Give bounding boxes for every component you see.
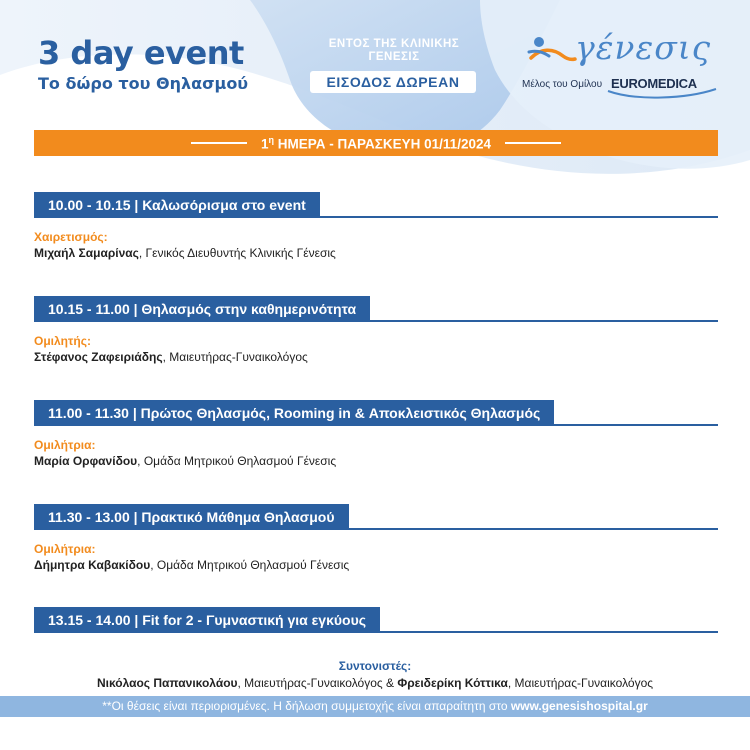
inside-clinic-line1: ΕΝΤΟΣ ΤΗΣ ΚΛΙΝΙΚΗΣ bbox=[328, 38, 460, 50]
coordinator-desc-2: , Μαιευτήρας-Γυναικολόγος bbox=[507, 676, 654, 690]
speaker-name: Μαρία Ορφανίδου bbox=[34, 454, 138, 468]
session-speaker bbox=[34, 558, 718, 572]
session-bar bbox=[34, 504, 718, 530]
day-banner-text bbox=[261, 135, 491, 152]
coordinators-title: Συντονιστές: bbox=[338, 659, 412, 673]
session-speaker bbox=[34, 454, 718, 468]
day-title: ΗΜΕΡΑ - ΠΑΡΑΣΚΕΥΗ 01/11/2024 bbox=[277, 136, 491, 152]
euromedica-logo-text: EUROMEDICA bbox=[611, 76, 697, 91]
speaker-name: Δήμητρα Καβακίδου bbox=[34, 558, 151, 572]
speaker-desc: , Μαιευτήρας-Γυναικολόγος bbox=[162, 350, 308, 364]
free-entry-badge: ΕΙΣΟΔΟΣ ΔΩΡΕΑΝ bbox=[310, 71, 476, 93]
session-title: 10.00 - 10.15 | Καλωσόρισμα στο event bbox=[34, 192, 320, 218]
website-link[interactable]: www.genesishospital.gr bbox=[510, 699, 648, 713]
day-ordinal: η bbox=[268, 134, 275, 145]
session-title: 11.00 - 11.30 | Πρώτος Θηλασμός, Rooming in & Αποκλειστικός Θηλασμός bbox=[34, 400, 554, 426]
coordinator-name-2: Φρειδερίκη Κόττικα bbox=[397, 676, 508, 690]
session-title: 10.15 - 11.00 | Θηλασμός στην καθημερινότητα bbox=[34, 296, 370, 322]
session-bar bbox=[34, 296, 718, 322]
genesis-logo-text: γένεσις bbox=[575, 28, 712, 67]
session-block bbox=[34, 504, 718, 572]
session-bar bbox=[34, 607, 718, 633]
banner-line-right bbox=[505, 142, 561, 144]
event-subtitle: Το δώρο του Θηλασμού bbox=[38, 74, 249, 93]
speaker-desc: , Ομάδα Μητρικού Θηλασμού Γένεσις bbox=[150, 558, 350, 572]
day-number: 1 bbox=[261, 136, 269, 152]
session-role: Ομιλήτρια: bbox=[34, 438, 96, 452]
session-role: Χαιρετισμός: bbox=[34, 230, 108, 244]
session-speaker bbox=[34, 246, 718, 260]
banner-line-left bbox=[191, 142, 247, 144]
session-block bbox=[34, 607, 718, 633]
speaker-name: Μιχαήλ Σαμαρίνας bbox=[34, 246, 139, 260]
session-title: 13.15 - 14.00 | Fit for 2 - Γυμναστική για εγκύους bbox=[34, 607, 380, 633]
speaker-name: Στέφανος Ζαφειριάδης bbox=[34, 350, 163, 364]
session-role: Ομιλητής: bbox=[34, 334, 91, 348]
session-speaker bbox=[34, 350, 718, 364]
footer-text: **Οι θέσεις είναι περιορισμένες. Η δήλωση συμμετοχής είναι απαραίτητη στο bbox=[102, 699, 511, 713]
event-title: 3 day event bbox=[38, 34, 244, 72]
coordinator-desc-1: , Μαιευτήρας-Γυναικολόγος & bbox=[237, 676, 398, 690]
session-block bbox=[34, 296, 718, 364]
member-of-group-text: Μέλος του Ομίλου bbox=[522, 79, 603, 90]
inside-clinic-text bbox=[310, 38, 478, 64]
session-bar bbox=[34, 400, 718, 426]
session-bar bbox=[34, 192, 718, 218]
inside-clinic-line2: ΓΕΝΕΣΙΣ bbox=[368, 51, 420, 63]
session-block bbox=[34, 192, 718, 260]
speaker-desc: , Γενικός Διευθυντής Κλινικής Γένεσις bbox=[138, 246, 336, 260]
coordinators-text bbox=[0, 676, 750, 690]
speaker-desc: , Ομάδα Μητρικού Θηλασμού Γένεσις bbox=[137, 454, 337, 468]
euromedica-swoosh-icon bbox=[606, 87, 718, 99]
footer-note bbox=[0, 696, 750, 717]
day-banner bbox=[34, 130, 718, 156]
session-block bbox=[34, 400, 718, 468]
session-title: 11.30 - 13.00 | Πρακτικό Μάθημα Θηλασμού bbox=[34, 504, 349, 530]
coordinator-name-1: Νικόλαος Παπανικολάου bbox=[96, 676, 238, 690]
session-role: Ομιλήτρια: bbox=[34, 542, 96, 556]
